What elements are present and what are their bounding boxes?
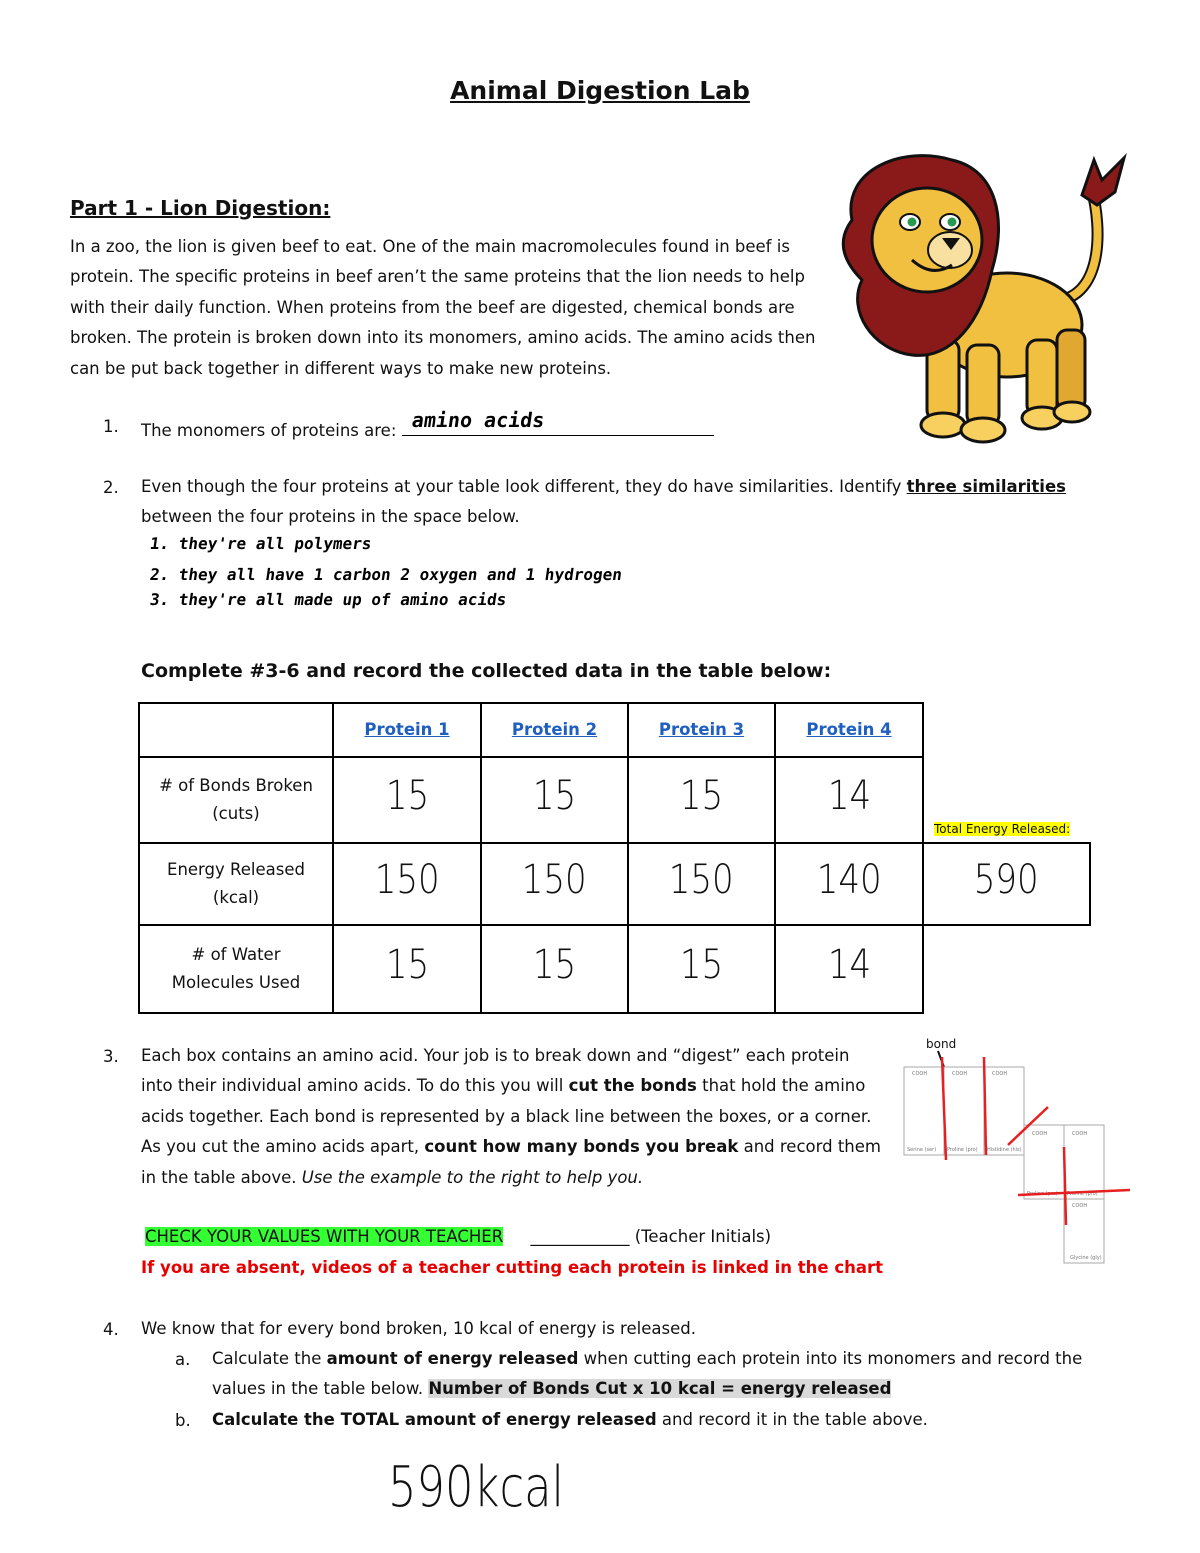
svg-text:Proline (pro): Proline (pro) (1027, 1191, 1058, 1197)
part1-intro: In a zoo, the lion is given beef to eat. One of the main macromolecules found in beef is protein. The specific proteins in beef aren’t the same proteins that the lion needs to help with their daily function. When proteins from the beef are digested, chemical bonds are broken. The protein is broken down into its monomers, amino acids. The amino acids then can be put back together in different ways to make new proteins. (70, 237, 816, 378)
teacher-initials-label: (Teacher Initials) (634, 1227, 772, 1246)
svg-text:COOH: COOH (1072, 1203, 1088, 1209)
svg-text:Histidine (his): Histidine (his) (987, 1147, 1022, 1153)
q4b-label: b. (175, 1411, 191, 1430)
q2-text: Even though the four proteins at your table look different, they do have similarities. Identify (141, 477, 907, 496)
header-protein-1[interactable]: Protein 1 (333, 703, 481, 757)
check-values-label: CHECK YOUR VALUES WITH YOUR TEACHER (145, 1227, 504, 1246)
svg-text:Serine (ser): Serine (ser) (907, 1147, 937, 1153)
table-cell[interactable]: 150 (333, 843, 481, 925)
table-cell[interactable]: 14 (775, 925, 923, 1013)
svg-text:COOH: COOH (1032, 1131, 1048, 1137)
final-answer: 590kcal (388, 1455, 564, 1520)
table-cell[interactable]: 15 (333, 757, 481, 843)
q2-answer-3: 3. they're all made up of amino acids (148, 590, 508, 609)
row-label-water: # of Water Molecules Used (139, 925, 333, 1013)
row-label-bonds: # of Bonds Broken (cuts) (139, 757, 333, 843)
absent-note: If you are absent, videos of a teacher cutting each protein is linked in the chart (141, 1258, 884, 1277)
svg-text:COOH: COOH (952, 1071, 968, 1077)
q1-number: 1. (103, 417, 119, 436)
table-cell[interactable]: 150 (481, 843, 628, 925)
row-label-energy: Energy Released (kcal) (139, 843, 333, 925)
table-heading: Complete #3-6 and record the collected data in the table below: (141, 660, 832, 682)
header-protein-3[interactable]: Protein 3 (628, 703, 775, 757)
table-cell[interactable]: 15 (333, 925, 481, 1013)
q2-number: 2. (103, 478, 119, 497)
table-cell[interactable]: 15 (481, 757, 628, 843)
svg-text:COOH: COOH (992, 1071, 1008, 1077)
q3-number: 3. (103, 1047, 119, 1066)
q4b-text: Calculate the TOTAL amount of energy released and record it in the table above. (212, 1410, 928, 1429)
svg-text:Glycine (gly): Glycine (gly) (1070, 1255, 1102, 1261)
q2-answer-1: 1. they're all polymers (148, 534, 373, 553)
q1-text: The monomers of proteins are: (141, 421, 397, 440)
teacher-initials-blank[interactable]: ____________ (530, 1227, 630, 1246)
part1-heading: Part 1 - Lion Digestion: (70, 196, 331, 220)
table-cell[interactable]: 15 (481, 925, 628, 1013)
header-protein-2[interactable]: Protein 2 (481, 703, 628, 757)
total-energy-cell[interactable]: 590 (923, 843, 1090, 925)
page-title: Animal Digestion Lab (450, 76, 750, 105)
lion-illustration (832, 150, 1132, 450)
q2-answer-2: 2. they all have 1 carbon 2 oxygen and 1 hydrogen (148, 565, 624, 584)
q4a-text: Calculate the amount of energy released when cutting each protein into its monomers and record the values in the table below. Number of Bonds Cut x 10 kcal = energy released (212, 1349, 1083, 1399)
table-corner (139, 703, 333, 757)
data-table (138, 702, 1091, 1014)
q1-answer: amino acids (409, 408, 546, 432)
q2-text-2: between the four proteins in the space below. (141, 507, 520, 527)
header-protein-4[interactable]: Protein 4 (775, 703, 923, 757)
total-energy-label: Total Energy Released: (934, 822, 1071, 836)
svg-text:bond: bond (926, 1037, 957, 1051)
q2-emphasis: three similarities (906, 477, 1066, 496)
table-cell[interactable]: 15 (628, 925, 775, 1013)
table-cell[interactable]: 14 (775, 757, 923, 843)
table-cell[interactable]: 15 (628, 757, 775, 843)
svg-text:Proline (pro): Proline (pro) (947, 1147, 978, 1153)
table-cell[interactable]: 140 (775, 843, 923, 925)
q4-text: We know that for every bond broken, 10 kcal of energy is released. (141, 1319, 696, 1338)
table-cell[interactable]: 150 (628, 843, 775, 925)
q3-text: Each box contains an amino acid. Your job is to break down and “digest” each protein into their individual amino acids. To do this you will cut the bonds that hold the amino acids together. Each bond is represented by a black line between the boxes, or a corner. As you cut the amino acids apart, count how many bonds you break and record them in the table above. Use the example to the right to help you. (141, 1046, 881, 1187)
svg-text:Proline (pro): Proline (pro) (1067, 1191, 1098, 1197)
svg-text:COOH: COOH (912, 1071, 928, 1077)
q1-answer-line[interactable] (402, 408, 714, 436)
bond-example-diagram (898, 1035, 1130, 1267)
svg-text:COOH: COOH (1072, 1131, 1088, 1137)
q4a-label: a. (175, 1350, 191, 1369)
q4-number: 4. (103, 1320, 119, 1339)
